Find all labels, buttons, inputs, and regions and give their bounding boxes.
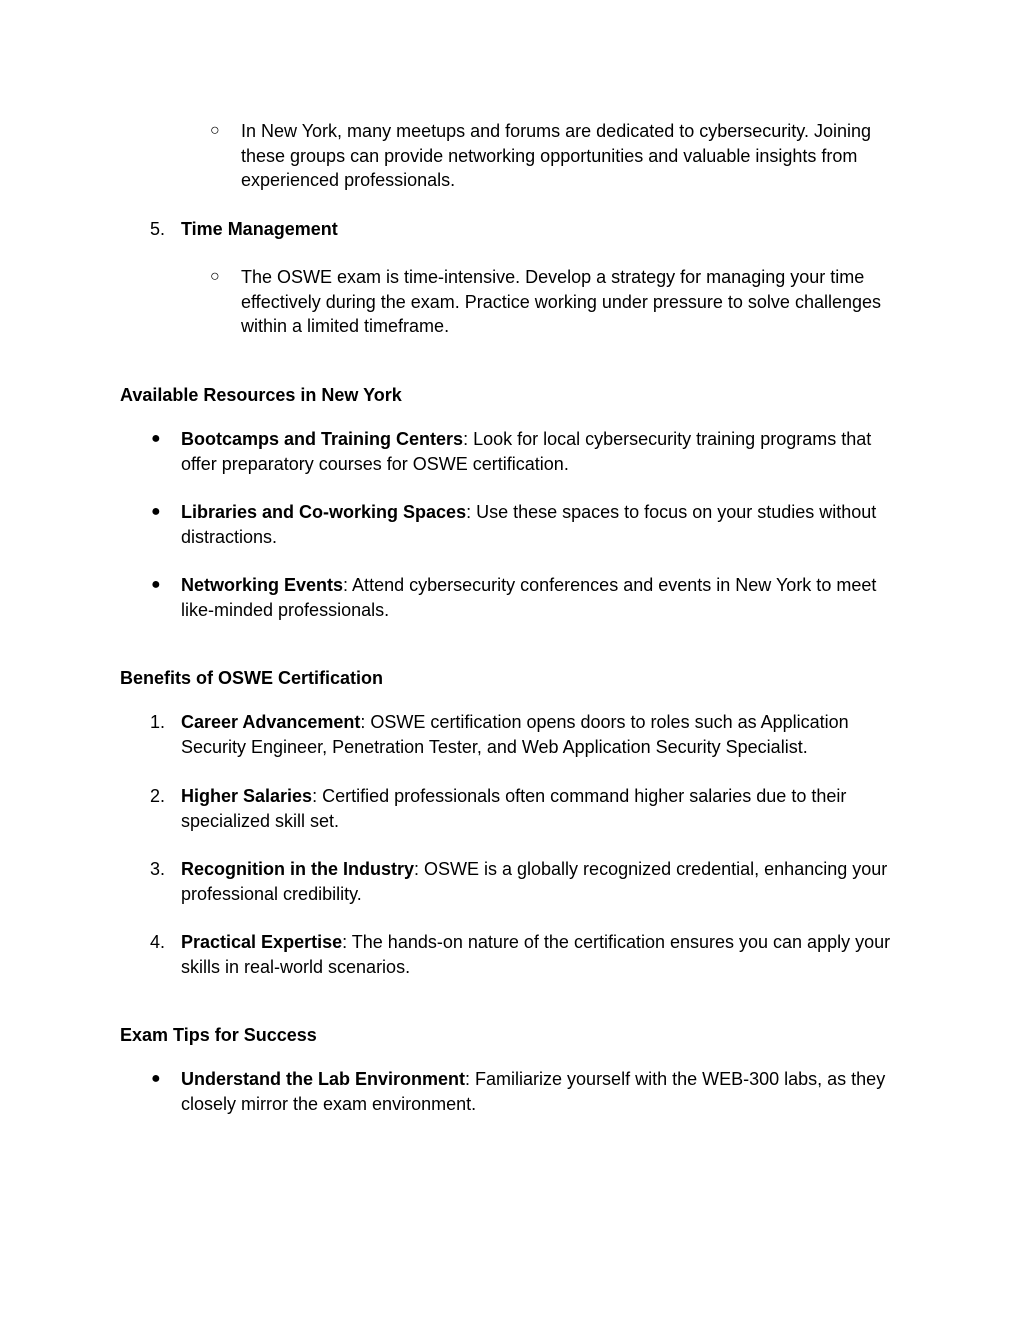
list-item: Practical Expertise: The hands-on nature of the certification ensures you can apply your skills in real-world scenarios.	[181, 932, 891, 977]
time-management-title: Time Management	[181, 219, 338, 239]
hollow-bullet-icon: ○	[210, 122, 220, 139]
list-number: 2.	[150, 786, 166, 806]
list-item: Bootcamps and Training Centers: Look for local cybersecurity training programs that offer preparatory courses for OSWE certification.	[181, 429, 872, 474]
list-item: Libraries and Co-working Spaces: Use these spaces to focus on your studies without distractions.	[181, 502, 877, 547]
exam-tips-heading: Exam Tips for Success	[120, 1025, 317, 1045]
bullet-icon: ●	[151, 503, 161, 520]
list-number: 1.	[150, 712, 166, 732]
list-number: 3.	[150, 859, 166, 879]
bullet-icon: ●	[151, 576, 161, 593]
list-item: Higher Salaries: Certified professionals often command higher salaries due to their specialized skill set.	[181, 786, 847, 831]
resources-heading: Available Resources in New York	[120, 385, 402, 405]
benefits-heading: Benefits of OSWE Certification	[120, 668, 384, 688]
networking-paragraph: In New York, many meetups and forums are dedicated to cybersecurity. Joining these groups can provide networking opportunities and valuable insights from experienced professionals.	[241, 121, 871, 190]
time-management-paragraph: The OSWE exam is time-intensive. Develop a strategy for managing your time effectively during the exam. Practice working under pressure to solve challenges within a limited timeframe.	[241, 267, 882, 336]
list-item: Networking Events: Attend cybersecurity conferences and events in New York to meet like-minded professionals.	[181, 575, 877, 620]
list-item: Understand the Lab Environment: Familiarize yourself with the WEB-300 labs, as they closely mirror the exam environment.	[181, 1069, 886, 1114]
list-item: Recognition in the Industry: OSWE is a globally recognized credential, enhancing your professional credibility.	[181, 859, 888, 904]
list-item: Career Advancement: OSWE certification opens doors to roles such as Application Security Engineer, Penetration Tester, and Web Application Security Specialist.	[181, 712, 849, 757]
bullet-icon: ●	[151, 1070, 161, 1087]
hollow-bullet-icon: ○	[210, 268, 220, 285]
bullet-icon: ●	[151, 430, 161, 447]
list-number: 4.	[150, 932, 166, 952]
list-number: 5.	[150, 219, 166, 239]
